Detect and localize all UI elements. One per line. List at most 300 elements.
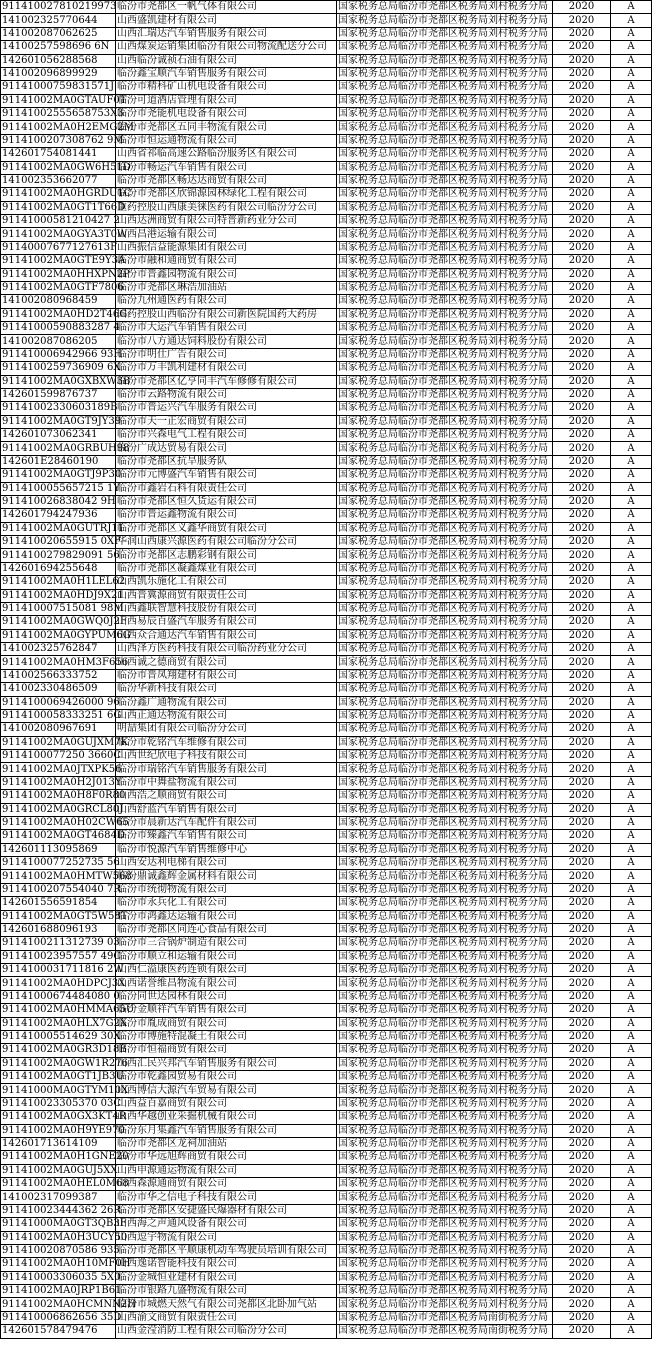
year-cell: 2020	[553, 1030, 611, 1043]
year-cell: 2020	[553, 750, 611, 763]
company-name-cell: 临汾市银路九盛物流有限公司	[116, 1285, 337, 1298]
taxpayer-id-cell: 911410003306035 5X0	[2, 1271, 121, 1283]
credit-grade-cell: A	[611, 923, 652, 936]
company-name-cell: 临汾市晋鑫园物流有限公司	[116, 268, 337, 281]
credit-grade-cell: A	[611, 883, 652, 896]
year-cell: 2020	[553, 643, 611, 656]
tax-authority-cell: 国家税务总局临汾市尧都区税务局刘村税务分局	[337, 1111, 553, 1124]
taxpayer-id-cell: 9114100259736909 6X	[2, 362, 121, 374]
credit-grade-cell: A	[611, 81, 652, 94]
company-name-cell: 临汾市顺立和运输有限公司	[116, 950, 337, 963]
table-row	[1, 1030, 652, 1043]
table-row	[1, 576, 652, 589]
company-name-cell: 临汾市悦源汽车销售维修中心	[116, 843, 337, 856]
table-row	[1, 937, 652, 950]
company-name-cell: 山西渝文商贸有限责任公司	[116, 1311, 337, 1324]
company-name-cell: 临汾市鸿鑫达运输有限公司	[116, 910, 337, 923]
year-cell: 2020	[553, 843, 611, 856]
company-name-cell: 临汾市三合锅炉制造有限公司	[116, 937, 337, 950]
year-cell: 2020	[553, 522, 611, 535]
taxpayer-id-cell: 141002317099387	[1, 1191, 116, 1204]
tax-authority-cell: 国家税务总局临汾市尧都区税务局刘村税务分局	[337, 656, 553, 669]
taxpayer-id-cell: 142601794247936	[1, 509, 116, 522]
taxpayer-id-cell: 91141002MA0HMTW568	[2, 870, 132, 882]
credit-grade-cell: A	[611, 696, 652, 709]
tax-authority-cell: 国家税务总局临汾市尧都区税务局刘村税务分局	[337, 161, 553, 174]
tax-authority-cell: 国家税务总局临汾市尧都区税务局南街税务分局	[337, 1311, 553, 1324]
table-row	[1, 910, 652, 923]
year-cell: 2020	[553, 1178, 611, 1191]
company-name-cell: 重药控股山西康美徕医药有限公司临汾分公司	[116, 201, 337, 214]
table-row	[1, 830, 652, 843]
year-cell: 2020	[553, 1285, 611, 1298]
tax-authority-cell: 国家税务总局临汾市尧都区税务局刘村税务分局	[337, 1057, 553, 1070]
tax-authority-cell: 国家税务总局临汾市尧都区税务局刘村税务分局	[337, 335, 553, 348]
taxpayer-id-cell: 142601694255648	[1, 562, 116, 575]
table-row	[1, 67, 652, 80]
credit-grade-cell: A	[611, 134, 652, 147]
year-cell: 2020	[553, 1311, 611, 1324]
company-name-cell: 临汾鑫广通物流有限公司	[116, 696, 337, 709]
company-name-cell: 山西晋冀源商贸有限责任公司	[116, 589, 337, 602]
company-name-cell: 山西鑫联智慧科技股份有限公司	[116, 602, 337, 615]
taxpayer-id-cell: 91141002MA0GYPUM6G	[2, 629, 131, 641]
tax-authority-cell: 国家税务总局临汾市尧都区税务局刘村税务分局	[337, 469, 553, 482]
company-name-cell: 临汾市尧能机电设备有限公司	[116, 108, 337, 121]
tax-authority-cell: 国家税务总局临汾市尧都区税务局刘村税务分局	[337, 602, 553, 615]
year-cell: 2020	[553, 322, 611, 335]
credit-grade-cell: A	[611, 1124, 652, 1137]
tax-authority-cell: 国家税务总局临汾市尧都区税务局刘村税务分局	[337, 536, 553, 549]
taxpayer-id-cell: 91141002330603189B	[2, 402, 118, 414]
year-cell: 2020	[553, 188, 611, 201]
tax-authority-cell: 国家税务总局临汾市尧都区税务局刘村税务分局	[337, 589, 553, 602]
company-name-cell: 临汾市乾铭汽车维修有限公司	[116, 736, 337, 749]
tax-authority-cell: 国家税务总局临汾市尧都区税务局刘村税务分局	[337, 576, 553, 589]
company-name-cell: 临汾九州通医药有限公司	[116, 295, 337, 308]
company-name-cell: 山西众合通达汽车销售有限公司	[116, 629, 337, 642]
credit-grade-cell: A	[611, 41, 652, 54]
company-name-cell: 临汾市尧都区凝鑫煤业有限公司	[116, 562, 337, 575]
credit-grade-cell: A	[611, 790, 652, 803]
company-name-cell: 山西昌港运输有限公司	[116, 228, 337, 241]
year-cell: 2020	[553, 455, 611, 468]
table-row	[1, 255, 652, 268]
company-name-cell: 临汾市鑫岩石料有限责任公司	[116, 482, 337, 495]
credit-grade-cell: A	[611, 830, 652, 843]
credit-grade-cell: A	[611, 1151, 652, 1164]
company-name-cell: 临汾市统彻物流有限公司	[116, 883, 337, 896]
table-row	[1, 629, 652, 642]
credit-grade-cell: A	[611, 108, 652, 121]
taxpayer-id-cell: 911410027810219973	[2, 1, 117, 13]
credit-grade-cell: A	[611, 1057, 652, 1070]
table-row	[1, 883, 652, 896]
table-row	[1, 763, 652, 776]
taxpayer-id-cell: 91141002MA0HDJ9X21	[2, 589, 124, 601]
year-cell: 2020	[553, 429, 611, 442]
tax-authority-cell: 国家税务总局临汾市尧都区税务局刘村税务分局	[337, 1164, 553, 1177]
taxpayer-id-cell: 142601556591854	[1, 897, 116, 910]
table-row	[1, 790, 652, 803]
year-cell: 2020	[553, 27, 611, 40]
company-name-cell: 临汾市尧都区志鹏彩钢有限公司	[116, 549, 337, 562]
year-cell: 2020	[553, 108, 611, 121]
credit-grade-cell: A	[611, 669, 652, 682]
table-row	[1, 1231, 652, 1244]
taxpayer-id-cell: 91141002MA0JRP1B61	[2, 1285, 122, 1297]
credit-grade-cell: A	[611, 1044, 652, 1057]
year-cell: 2020	[553, 723, 611, 736]
credit-grade-cell: A	[611, 375, 652, 388]
table-row	[1, 174, 652, 187]
year-cell: 2020	[553, 1071, 611, 1084]
year-cell: 2020	[553, 268, 611, 281]
tax-authority-cell: 国家税务总局临汾市尧都区税务局刘村税务分局	[337, 1218, 553, 1231]
tax-authority-cell: 国家税务总局临汾市尧都区税务局刘村税务分局	[337, 883, 553, 896]
company-name-cell: 临汾市元博盛汽车销售有限公司	[116, 469, 337, 482]
taxpayer-id-cell: 91141002MA0H10MF0H	[2, 1258, 131, 1270]
tax-authority-cell: 国家税务总局临汾市尧都区税务局刘村税务分局	[337, 81, 553, 94]
table-row	[1, 870, 652, 883]
company-name-cell: 山西泽方医药科技有限公司临汾药业分公司	[116, 643, 337, 656]
company-name-cell: 山西华越创业采掘机械有限公司	[116, 1111, 337, 1124]
company-name-cell: 临汾市八方通达饲料股份有限公司	[116, 335, 337, 348]
credit-grade-cell: A	[611, 241, 652, 254]
table-row	[1, 1004, 652, 1017]
taxpayer-id-cell: 9114100077252735 56	[2, 857, 120, 869]
year-cell: 2020	[553, 656, 611, 669]
company-name-cell: 临汾华新科技有限公司	[116, 683, 337, 696]
credit-grade-cell: A	[611, 1084, 652, 1097]
table-row	[1, 161, 652, 174]
company-name-cell: 临汾市尧都区欣锦源园林绿化工程有限公司	[116, 188, 337, 201]
credit-grade-cell: A	[611, 469, 652, 482]
year-cell: 2020	[553, 509, 611, 522]
year-cell: 2020	[553, 950, 611, 963]
table-row	[1, 455, 652, 468]
year-cell: 2020	[553, 576, 611, 589]
company-name-cell: 临汾市万丰凯利建材有限公司	[116, 362, 337, 375]
tax-authority-cell: 国家税务总局临汾市尧都区税务局刘村税务分局	[337, 923, 553, 936]
taxpayer-id-cell: 911410023444362 26R	[2, 1204, 121, 1216]
table-row	[1, 14, 652, 27]
credit-grade-cell: A	[611, 94, 652, 107]
tax-authority-cell: 国家税务总局临汾市尧都区税务局刘村税务分局	[337, 362, 553, 375]
company-name-cell: 临汾同世达园林有限公司	[116, 990, 337, 1003]
year-cell: 2020	[553, 709, 611, 722]
tax-authority-cell: 国家税务总局临汾市尧都区税务局刘村税务分局	[337, 522, 553, 535]
taxpayer-id-cell: 91141002MA0HGRDU1C	[2, 188, 132, 200]
table-row	[1, 1151, 652, 1164]
table-row	[1, 41, 652, 54]
credit-grade-cell: A	[611, 348, 652, 361]
year-cell: 2020	[553, 415, 611, 428]
year-cell: 2020	[553, 763, 611, 776]
tax-authority-cell: 国家税务总局临汾市尧都区税务局刘村税务分局	[337, 830, 553, 843]
credit-grade-cell: A	[611, 776, 652, 789]
company-name-cell: 临汾鑫宝顺汽车销售服务有限公司	[116, 67, 337, 80]
company-name-cell: 华润山西康兴源医药有限公司临汾分公司	[116, 536, 337, 549]
taxpayer-id-cell: 91141002MA0GX3KT4R	[2, 1111, 127, 1123]
company-name-cell: 山西凯乐施化工有限公司	[116, 576, 337, 589]
year-cell: 2020	[553, 1164, 611, 1177]
table-row	[1, 495, 652, 508]
taxpayer-id-cell: 142601599876737	[1, 388, 116, 401]
company-name-cell: 临汾市明仕广告有限公司	[116, 348, 337, 361]
taxpayer-id-cell: 91141002MA0GRCL80J	[2, 803, 124, 815]
taxpayer-id-cell: 141002096899929	[1, 67, 116, 80]
company-name-cell: 山西诚之德商贸有限公司	[116, 656, 337, 669]
taxpayer-id-cell: 91140007677127613F	[2, 241, 118, 253]
credit-grade-cell: A	[611, 562, 652, 575]
credit-grade-cell: A	[611, 589, 652, 602]
table-row	[1, 990, 652, 1003]
credit-grade-cell: A	[611, 1258, 652, 1271]
year-cell: 2020	[553, 255, 611, 268]
credit-grade-cell: A	[611, 750, 652, 763]
company-name-cell: 临汾市胤成商贸有限公司	[116, 1017, 337, 1030]
taxpayer-id-cell: 9114100207554040 7R	[2, 883, 121, 895]
year-cell: 2020	[553, 1017, 611, 1030]
taxpayer-id-cell: 91141002MA0JTXPK56	[2, 763, 122, 775]
table-row	[1, 1244, 652, 1257]
credit-grade-cell: A	[611, 843, 652, 856]
taxpayer-id-cell: 91141000581210427 2	[2, 215, 120, 227]
credit-grade-cell: A	[611, 455, 652, 468]
year-cell: 2020	[553, 81, 611, 94]
year-cell: 2020	[553, 562, 611, 575]
credit-grade-cell: A	[611, 1204, 652, 1217]
credit-grade-cell: A	[611, 763, 652, 776]
year-cell: 2020	[553, 1137, 611, 1150]
credit-grade-cell: A	[611, 161, 652, 174]
year-cell: 2020	[553, 816, 611, 829]
table-row	[1, 1178, 652, 1191]
taxpayer-id-cell: 141002325770644	[1, 14, 116, 27]
company-name-cell: 临汾市城燃天然气有限公司尧都区北卧加气站	[116, 1298, 337, 1311]
tax-authority-cell: 国家税务总局临汾市尧都区税务局刘村税务分局	[337, 990, 553, 1003]
taxpayer-id-cell: 142601713614109	[1, 1137, 116, 1150]
taxpayer-id-cell: 91141002MA0GW6H51D	[2, 161, 131, 173]
year-cell: 2020	[553, 1151, 611, 1164]
credit-grade-cell: A	[611, 950, 652, 963]
taxpayer-id-cell: 141002087086205	[1, 335, 116, 348]
taxpayer-id-cell: 141002325762847	[1, 643, 116, 656]
tax-authority-cell: 国家税务总局临汾市尧都区税务局刘村税务分局	[337, 415, 553, 428]
tax-authority-cell: 国家税务总局临汾市尧都区税务局刘村税务分局	[337, 322, 553, 335]
company-name-cell: 临汾市华之信电子科技有限公司	[116, 1191, 337, 1204]
table-row	[1, 241, 652, 254]
tax-authority-cell: 国家税务总局临汾市尧都区税务局刘村税务分局	[337, 1271, 553, 1284]
year-cell: 2020	[553, 1258, 611, 1271]
tax-authority-cell: 国家税务总局临汾市尧都区税务局刘村税务分局	[337, 857, 553, 870]
table-row	[1, 843, 652, 856]
taxpayer-id-cell: 91141002MA0HDPCJ3X	[2, 977, 126, 989]
year-cell: 2020	[553, 1244, 611, 1257]
credit-grade-cell: A	[611, 14, 652, 27]
year-cell: 2020	[553, 14, 611, 27]
year-cell: 2020	[553, 1271, 611, 1284]
credit-grade-cell: A	[611, 281, 652, 294]
credit-grade-cell: A	[611, 268, 652, 281]
year-cell: 2020	[553, 776, 611, 789]
tax-authority-cell: 国家税务总局临汾市尧都区税务局刘村税务分局	[337, 1071, 553, 1084]
taxpayer-id-cell: 91141002MA0HLX7G2X	[2, 1017, 128, 1029]
taxpayer-id-cell: 91141002MA0GT1JB3U	[2, 1071, 124, 1083]
company-name-cell: 临汾市兴森电气工程有限公司	[116, 429, 337, 442]
company-name-cell: 临汾市尧都区龙祠加油站	[116, 1137, 337, 1150]
taxpayer-id-cell: 91141002MA0HEL0M68	[2, 1178, 129, 1190]
table-row	[1, 134, 652, 147]
credit-grade-cell: A	[611, 736, 652, 749]
table-row	[1, 1017, 652, 1030]
year-cell: 2020	[553, 134, 611, 147]
taxpayer-id-cell: 91141002MA0GTF7806	[2, 282, 124, 294]
tax-authority-cell: 国家税务总局临汾市尧都区税务局刘村税务分局	[337, 643, 553, 656]
year-cell: 2020	[553, 161, 611, 174]
taxpayer-id-cell: 91141002MA0H2EMG2M	[2, 121, 134, 133]
table-row	[1, 322, 652, 335]
table-row	[1, 536, 652, 549]
year-cell: 2020	[553, 1004, 611, 1017]
year-cell: 2020	[553, 388, 611, 401]
company-name-cell: 临汾市尧都区琳浩加油站	[116, 281, 337, 294]
credit-grade-cell: A	[611, 1004, 652, 1017]
year-cell: 2020	[553, 215, 611, 228]
year-cell: 2020	[553, 482, 611, 495]
year-cell: 2020	[553, 1218, 611, 1231]
year-cell: 2020	[553, 629, 611, 642]
table-row	[1, 94, 652, 107]
company-name-cell: 临汾市恒福商贸有限公司	[116, 1044, 337, 1057]
tax-authority-cell: 国家税务总局临汾市尧都区税务局刘村税务分局	[337, 669, 553, 682]
year-cell: 2020	[553, 1298, 611, 1311]
credit-grade-cell: A	[611, 1137, 652, 1150]
table-row	[1, 482, 652, 495]
credit-grade-cell: A	[611, 1071, 652, 1084]
credit-grade-cell: A	[611, 442, 652, 455]
year-cell: 2020	[553, 937, 611, 950]
table-row	[1, 696, 652, 709]
credit-grade-cell: A	[611, 188, 652, 201]
table-row	[1, 1271, 652, 1284]
taxpayer-id-cell: 911410023957557 49C	[2, 950, 121, 962]
taxpayer-id-cell: 9114100031711816 2W	[2, 964, 124, 976]
year-cell: 2020	[553, 469, 611, 482]
table-row	[1, 616, 652, 629]
taxpayer-id-cell: 91141002MA0HHXPN2P	[2, 268, 130, 280]
tax-authority-cell: 国家税务总局临汾市尧都区税务局刘村税务分局	[337, 228, 553, 241]
table-row	[1, 27, 652, 40]
taxpayer-id-cell: 91141000590883287 4	[2, 322, 120, 334]
tax-authority-cell: 国家税务总局临汾市尧都区税务局刘村税务分局	[337, 174, 553, 187]
year-cell: 2020	[553, 402, 611, 415]
table-row	[1, 1325, 652, 1338]
tax-authority-cell: 国家税务总局临汾市尧都区税务局刘村税务分局	[337, 148, 553, 161]
year-cell: 2020	[553, 736, 611, 749]
table-row	[1, 148, 652, 161]
taxpayer-id-cell: 9114100069426000 96	[2, 696, 120, 708]
table-row	[1, 1, 652, 14]
company-name-cell: 临汾市尧都区抗旱服务队	[116, 455, 337, 468]
credit-grade-cell: A	[611, 148, 652, 161]
tax-authority-cell: 国家税务总局临汾市尧都区税务局刘村税务分局	[337, 1298, 553, 1311]
taxpayer-id-cell: 141002353662077	[1, 174, 116, 187]
table-row	[1, 816, 652, 829]
year-cell: 2020	[553, 362, 611, 375]
taxpayer-id-cell: 9114100207308762 9M	[2, 134, 124, 146]
table-row	[1, 295, 652, 308]
taxpayer-id-cell: 91141002MA0H3UCY50	[2, 1231, 128, 1243]
company-name-cell: 山西汇瑞达汽车销售服务有限公司	[116, 27, 337, 40]
credit-grade-cell: A	[611, 1178, 652, 1191]
table-row	[1, 188, 652, 201]
year-cell: 2020	[553, 94, 611, 107]
tax-authority-cell: 国家税务总局临汾市尧都区税务局刘村税务分局	[337, 816, 553, 829]
credit-grade-cell: A	[611, 549, 652, 562]
tax-authority-cell: 国家税务总局临汾市尧都区税务局刘村税务分局	[337, 562, 553, 575]
year-cell: 2020	[553, 910, 611, 923]
taxpayer-id-cell: 91141000MA0GT3QB3F	[2, 1218, 127, 1230]
company-name-cell: 临汾市大运汽车销售有限公司	[116, 322, 337, 335]
table-row	[1, 950, 652, 963]
table-row	[1, 1285, 652, 1298]
year-cell: 2020	[553, 790, 611, 803]
year-cell: 2020	[553, 870, 611, 883]
year-cell: 2020	[553, 923, 611, 936]
tax-authority-cell: 国家税务总局临汾市尧都区税务局刘村税务分局	[337, 977, 553, 990]
credit-grade-cell: A	[611, 1017, 652, 1030]
tax-authority-cell: 国家税务总局临汾市尧都区税务局刘村税务分局	[337, 910, 553, 923]
company-name-cell: 临汾广成达贸易有限公司	[116, 442, 337, 455]
tax-authority-cell: 国家税务总局临汾市尧都区税务局刘村税务分局	[337, 629, 553, 642]
company-name-cell: 临汾金城恒业建材有限公司	[116, 1271, 337, 1284]
table-row	[1, 201, 652, 214]
taxpayer-id-cell: 14100257598696 6N	[1, 41, 116, 54]
tax-authority-cell: 国家税务总局临汾市尧都区税务局刘村税务分局	[337, 763, 553, 776]
year-cell: 2020	[553, 1231, 611, 1244]
taxpayer-id-cell: 142601578479476	[1, 1325, 116, 1338]
company-name-cell: 临汾市华远旭辉商贸有限公司	[116, 1151, 337, 1164]
credit-grade-cell: A	[611, 121, 652, 134]
year-cell: 2020	[553, 683, 611, 696]
tax-authority-cell: 国家税务总局临汾市尧都区税务局刘村税务分局	[337, 1178, 553, 1191]
credit-grade-cell: A	[611, 1298, 652, 1311]
company-name-cell: 临汾市晋运鑫物流有限公司	[116, 509, 337, 522]
company-name-cell: 山西博信大源汽车贸易有限公司	[116, 1084, 337, 1097]
company-name-cell: 临汾市博施特混凝土有限公司	[116, 1030, 337, 1043]
tax-authority-cell: 国家税务总局临汾市尧都区税务局刘村税务分局	[337, 188, 553, 201]
tax-authority-cell: 国家税务总局临汾市尧都区税务局刘村税务分局	[337, 1044, 553, 1057]
credit-grade-cell: A	[611, 322, 652, 335]
company-name-cell: 临汾市精科矿山机电设备有限公司	[116, 81, 337, 94]
credit-grade-cell: A	[611, 990, 652, 1003]
table-row	[1, 1124, 652, 1137]
table-row	[1, 1111, 652, 1124]
taxpayer-id-cell: 91141002MA0GR3D18B	[2, 1044, 127, 1056]
credit-grade-cell: A	[611, 174, 652, 187]
company-name-cell: 国药控股山西临汾有限公司新医院国药大药房	[116, 308, 337, 321]
year-cell: 2020	[553, 536, 611, 549]
company-name-cell: 山西煤炭运销集团临汾有限公司物流配送分公司	[116, 41, 337, 54]
taxpayer-id-cell: 91141002MA0GTJ9P30	[2, 469, 122, 481]
credit-grade-cell: A	[611, 482, 652, 495]
credit-grade-cell: A	[611, 977, 652, 990]
tax-authority-cell: 国家税务总局临汾市尧都区税务局刘村税务分局	[337, 1258, 553, 1271]
taxpayer-id-cell: 141002080968459	[1, 295, 116, 308]
table-row	[1, 643, 652, 656]
